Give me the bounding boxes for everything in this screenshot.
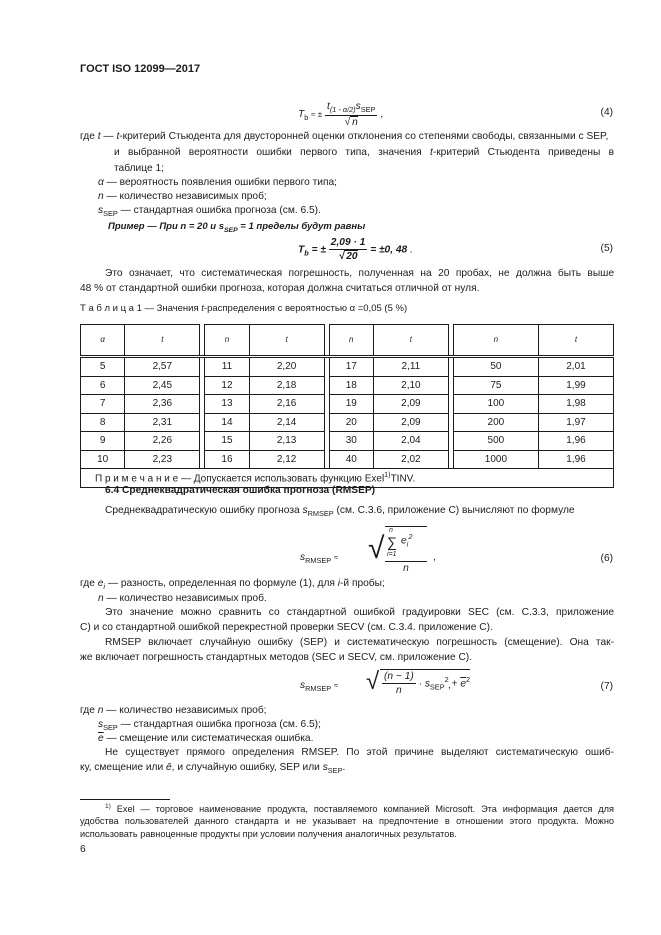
sqrt-sign: √: [368, 532, 385, 565]
equation-6-number: (6): [600, 553, 613, 564]
definition-alpha: α — вероятность появления ошибки первого типа;: [98, 177, 338, 188]
definition-n2: n — количество независимых проб.: [98, 593, 267, 604]
equation-7-number: (7): [600, 681, 613, 692]
table-row: 8 2,31 14 2,14 20 2,09 200 1,97: [81, 413, 614, 432]
footnote: $^{1)}$ Exel — торговое наименование продукта, поставляемого компанией Microsoft. Эта информация дается для удобства пользователей данного стандарта и не указывает на предпочтение в отношении этого продукта. Можно использовать равноценные продукты при условии получения аналогичных результатов.: [80, 803, 614, 839]
footnote-rule: [80, 799, 170, 800]
table-row: 10 2,23 16 2,12 40 2,02 1000 1,96: [81, 450, 614, 469]
table-row: 5 2,57 11 2,20 17 2,11 50 2,01: [81, 357, 614, 377]
paragraph-meaning-line2: 48 % от стандартной ошибки прогноза, которая должна считаться отличной от нуля.: [80, 283, 480, 294]
definition-n3: где n — количество независимых проб;: [80, 705, 267, 716]
table-row: 7 2,36 13 2,16 19 2,09 100 1,98: [81, 395, 614, 414]
equation-5-number: (5): [600, 243, 613, 254]
definition-s-sep: $s_{SEP}$ — стандартная ошибка прогноза (см. 6.5).: [98, 205, 321, 219]
paragraph-compare-line1: Это значение можно сравнить со стандартной ошибкой градуировки SEC (см. С.3.3, приложение: [105, 607, 614, 618]
section-heading: 6.4 Среднеквадратическая ошибка прогноза (RMSEP): [105, 485, 376, 496]
table-row: 9 2,26 15 2,13 30 2,04 500 1,96: [81, 432, 614, 451]
t-distribution-table: [80, 324, 614, 488]
paragraph-no-definition-line2: ку, смещение или ē, и случайную ошибку, SEP или $s_{SEP}$.: [80, 762, 346, 776]
example-label: Пример — При n = 20 и $s_{SEP} = 1$ пределы будут равны: [108, 221, 366, 234]
document-header: ГОСТ ISO 12099—2017: [80, 63, 201, 75]
paragraph-meaning-line1: Это означает, что систематическая погрешность, полученная на 20 пробах, не должна быть выше: [105, 268, 614, 279]
equation-4: $T_b$ ≈ ± $\frac{t_{(1 - \alpha/2)}s_{SEP}}{√ n}$ ,: [298, 101, 384, 128]
page-number: 6: [80, 844, 86, 855]
definition-t-line3: таблице 1;: [114, 163, 164, 174]
equation-4-number: (4): [600, 107, 613, 118]
table-caption: Т а б л и ц а 1 — Значения t-распределения с вероятностью α =0,05 (5 %): [80, 303, 408, 314]
definition-s-sep2: $s_{SEP}$ — стандартная ошибка прогноза (см. 6.5);: [98, 719, 321, 733]
paragraph-rmsep-line2: же включает погрешность стандартных методов (SEC и SECV, см. приложение С).: [80, 652, 473, 663]
definition-t: где t — t-критерий Стьюдента для двусторонней оценки отклонения со степенями свободы, связанными с SEP,: [80, 131, 609, 142]
paragraph-no-definition-line1: Не существует прямого определения RMSEP. По этой причине выделяют систематическую ошиб-: [105, 747, 614, 758]
definition-t-line2: и выбранной вероятности ошибки первого типа, значения t-критерий Стьюдента приведены в: [114, 147, 614, 158]
table-header-row: α t n t n t n t: [81, 325, 614, 357]
sqrt-sign: √: [366, 668, 380, 695]
definition-n: n — количество независимых проб;: [98, 191, 267, 202]
definition-e-bias: $\overline{e}$ — смещение или систематическая ошибка.: [98, 733, 314, 744]
paragraph-rmsep-line1: RMSEP включает случайную ошибку (SEP) и систематическую погрешность (смещение). Она так-: [105, 637, 614, 648]
table-note-row: П р и м е ч а н и е — Допускается использовать функцию Exel$^{1)}$TINV.: [81, 469, 614, 488]
definition-ei: где $e_i$ — разность, определенная по формуле (1), для i-й пробы;: [80, 578, 385, 592]
paragraph-compare-line2: С) и со стандартной ошибкой перекрестной проверки SECV (см. С.3.4. приложение С).: [80, 622, 493, 633]
table-row: 6 2,45 12 2,18 18 2,10 75 1,99: [81, 376, 614, 395]
equation-5: $T_b$ = ± $\frac{2,09 \cdot 1}{√ 20}$ = ±0, 48 .: [298, 237, 413, 263]
paragraph-rmsep-intro: Среднеквадратическую ошибку прогноза $s_{RMSEP}$ (см. С.3.6, приложение С) вычисляют по формуле: [105, 505, 575, 519]
